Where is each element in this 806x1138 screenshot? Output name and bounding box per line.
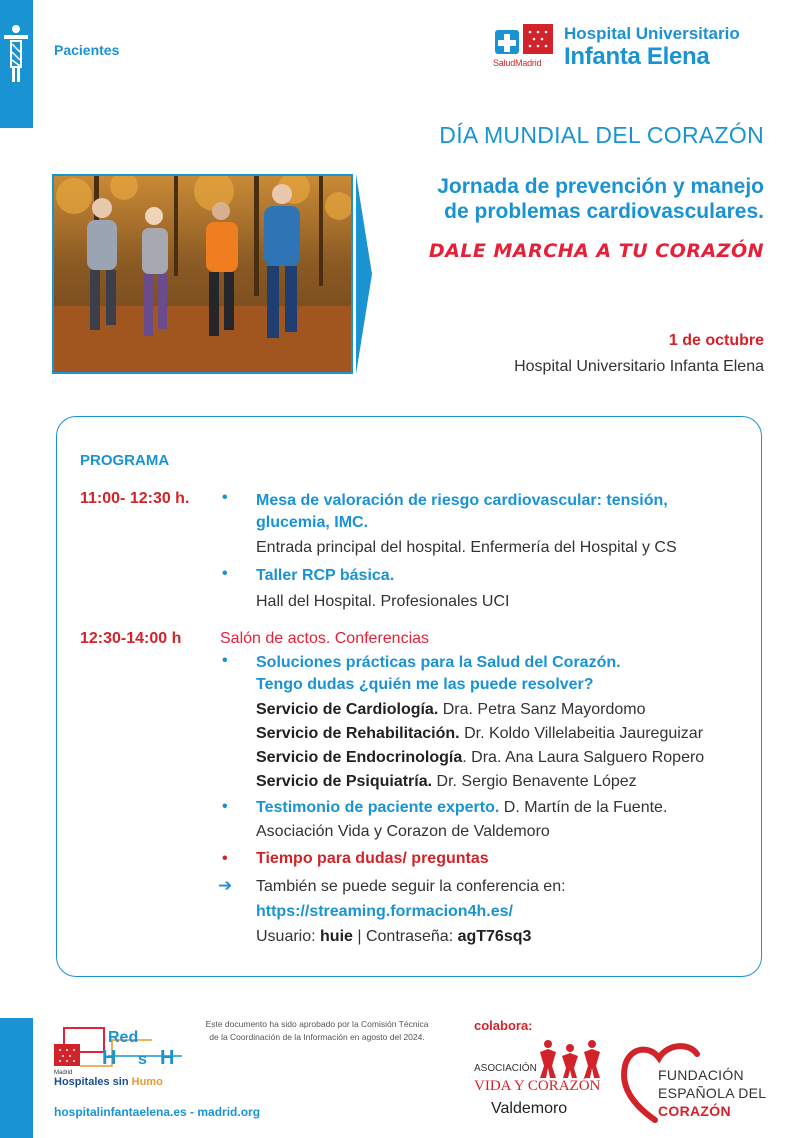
item-solutions-title-l2: Tengo dudas ¿quién me las puede resolver?: [256, 676, 594, 693]
runners-illustration: [54, 176, 351, 372]
stream-text: También se puede seguir la conferencia en:: [256, 878, 566, 895]
bullet-icon: •: [222, 850, 228, 867]
time-slot-2: 12:30-14:00 h: [80, 630, 182, 647]
bullet-icon: •: [222, 798, 228, 815]
location-salon: Salón de actos. Conferencias: [220, 630, 430, 647]
speaker-row: Servicio de Cardiología. Dra. Petra Sanz Mayordomo: [256, 701, 646, 718]
asociacion-figures-icon: [538, 1038, 602, 1080]
patient-icon: [3, 24, 29, 84]
bullet-icon: •: [222, 565, 228, 582]
item-risk-desc: Entrada principal del hospital. Enfermería del Hospital y CS: [256, 539, 677, 556]
item-risk-assessment-title: [256, 490, 668, 534]
item-testimony: [256, 796, 667, 844]
logo-line2: Infanta Elena: [564, 43, 710, 70]
slogan: DALE MARCHA A TU CORAZÓN: [428, 240, 764, 262]
time-slot-1: 11:00- 12:30 h.: [80, 490, 190, 507]
approval-note: Este documento ha sido aprobado por la Comisión Técnica de la Coordinación de la Información en agosto del 2024.: [205, 1019, 429, 1042]
item-risk-title-l2: glucemia, IMC.: [256, 514, 369, 531]
avc-line3: Valdemoro: [491, 1100, 568, 1117]
testimony-assoc: Asociación Vida y Corazon de Valdemoro: [256, 823, 550, 840]
subtitle-line2: de problemas cardiovasculares.: [444, 200, 764, 223]
speaker-row: Servicio de Rehabilitación. Dr. Koldo Villelabeitia Jaureguizar: [256, 725, 704, 742]
subtitle-line1: Jornada de prevención y manejo: [437, 175, 764, 198]
item-solutions-title: [256, 652, 621, 696]
side-color-bar-bottom: [0, 1018, 33, 1138]
speaker-list: [256, 698, 704, 794]
fec-line2: ESPAÑOLA DEL: [658, 1085, 767, 1101]
fec-line3: CORAZÓN: [658, 1103, 731, 1119]
item-risk-title-l1: Mesa de valoración de riesgo cardiovascular: tensión,: [256, 492, 668, 509]
arrow-right-icon: ➔: [218, 876, 233, 895]
bullet-icon: •: [222, 652, 228, 669]
side-color-bar: [0, 0, 33, 128]
bullet-icon: •: [222, 489, 228, 506]
avc-line1: ASOCIACIÓN: [474, 1063, 537, 1074]
hsh-madrid-text: Madrid: [54, 1070, 73, 1076]
hsh-h1-text: H: [102, 1047, 117, 1069]
speaker-row: Servicio de Endocrinología. Dra. Ana Laura Salguero Ropero: [256, 749, 705, 766]
password-value: agT76sq3: [457, 928, 532, 945]
user-value: huie: [320, 928, 353, 945]
section-label: Pacientes: [54, 42, 120, 58]
speaker-row: Servicio de Psiquiatría. Dr. Sergio Benavente López: [256, 773, 637, 790]
fec-line1: FUNDACIÓN: [658, 1067, 744, 1083]
program-title: PROGRAMA: [80, 452, 170, 469]
event-subtitle: [374, 174, 764, 224]
hsh-s-text: s: [138, 1051, 147, 1068]
hsh-h2-text: H: [160, 1047, 175, 1069]
testimony-name: D. Martín de la Fuente.: [499, 799, 668, 816]
colabora-label: colabora:: [474, 1018, 533, 1033]
hsh-red-text: Red: [108, 1029, 139, 1046]
item-solutions-title-l1: Soluciones prácticas para la Salud del Corazón.: [256, 654, 621, 671]
runners-photo: [52, 174, 353, 374]
stream-credentials: Usuario: huie | Contraseña: agT76sq3: [256, 928, 532, 945]
logo-line1: Hospital Universitario: [564, 24, 740, 43]
item-questions: Tiempo para dudas/ preguntas: [256, 850, 489, 867]
testimony-title: Testimonio de paciente experto.: [256, 799, 500, 816]
event-venue: Hospital Universitario Infanta Elena: [514, 358, 764, 375]
hsh-label: Hospitales sin Humo: [54, 1076, 163, 1088]
item-rcp-desc: Hall del Hospital. Profesionales UCI: [256, 593, 510, 610]
event-date: 1 de octubre: [668, 332, 764, 349]
item-rcp-title: Taller RCP básica.: [256, 567, 395, 584]
avc-line2: VIDA Y CORAZÓN: [474, 1078, 601, 1094]
photo-arrow-icon: [356, 174, 372, 374]
website-link[interactable]: hospitalinfantaelena.es - madrid.org: [54, 1105, 261, 1119]
stream-link[interactable]: https://streaming.formacion4h.es/: [256, 903, 513, 920]
page-title: DÍA MUNDIAL DEL CORAZÓN: [439, 122, 764, 148]
logo-subtext: SaludMadrid: [493, 58, 542, 68]
